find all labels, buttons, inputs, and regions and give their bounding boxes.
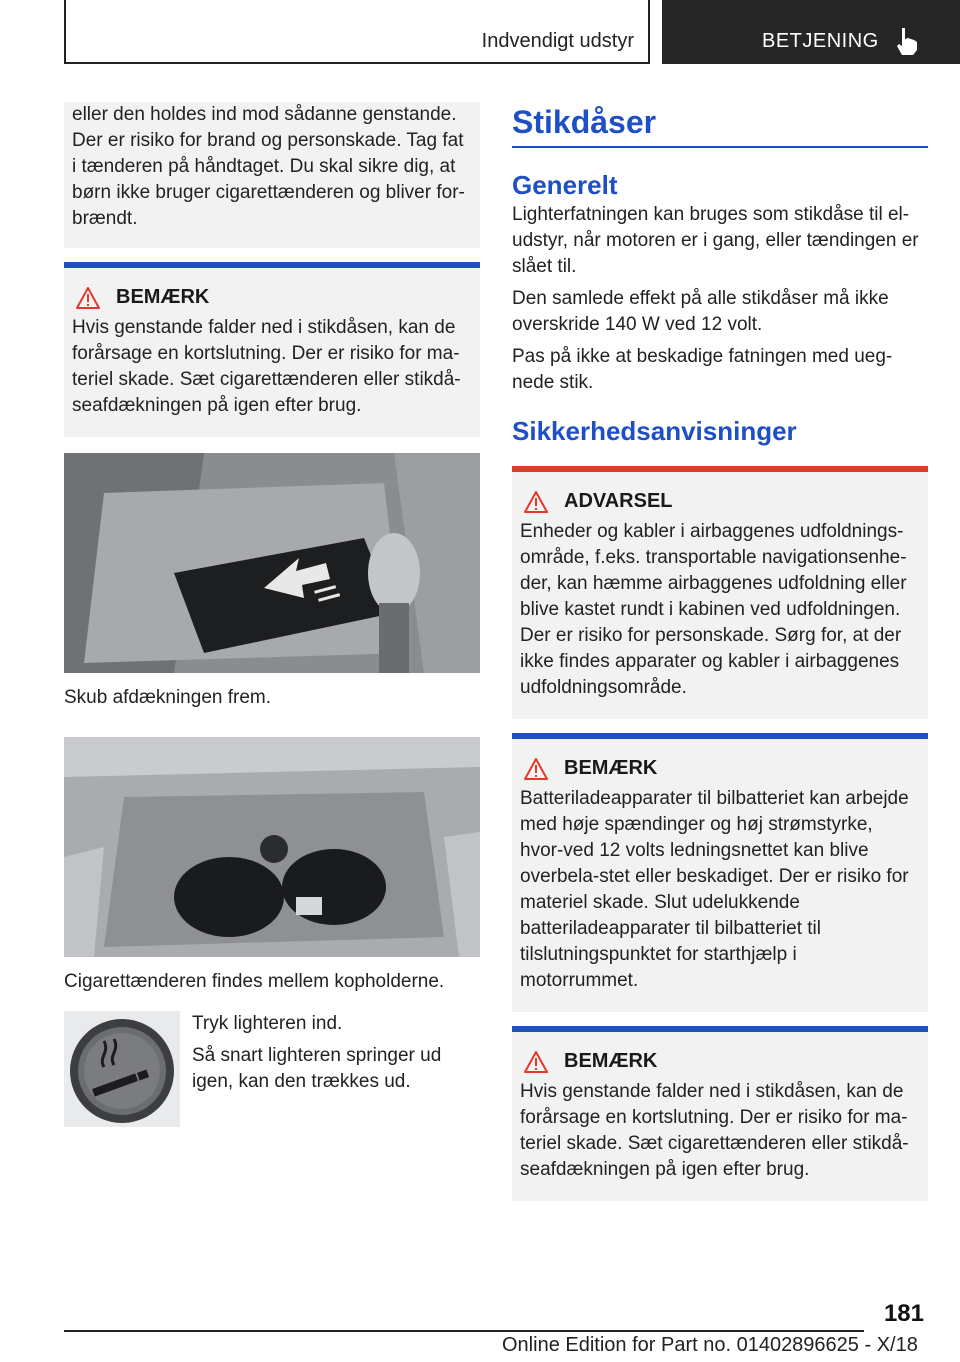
header-section-frame xyxy=(64,0,650,64)
header-chapter-title: BETJENING xyxy=(762,30,879,52)
photo-cup-holders xyxy=(64,737,480,957)
warning-text: Enheder og kabler i airbaggenes udfoldnings-område, f.eks. transportable navigationsenhe-der, kan hæmme airbaggenes udfoldning eller blive kastet rundt i kabinen ved udfoldningen. Der er risiko for personskade. Sørg for, at der ikke findes apparater og kabler i airbaggenes udfoldningsområde. xyxy=(520,521,907,698)
pointing-hand-icon xyxy=(894,26,920,56)
instruction-step-2: Så snart lighteren springer ud igen, kan den trækkes ud. xyxy=(192,1045,442,1092)
notice-text: Hvis genstande falder ned i stikdåsen, kan de forårsage en kortslutning. Der er risiko for ma-teriel skade. Sæt cigarettænderen eller stikdå-seafdækningen på igen efter brug. xyxy=(72,317,461,416)
page-number: 181 xyxy=(883,1300,924,1327)
console-cover-illustration xyxy=(64,453,480,673)
notice-box-short-circuit-2 xyxy=(512,1026,928,1201)
notice-box-short-circuit xyxy=(64,262,480,437)
header-section-title: Indvendigt udstyr xyxy=(481,30,634,52)
warning-bar xyxy=(512,466,928,472)
warning-continuation-box xyxy=(64,102,480,248)
notice-heading xyxy=(520,1050,920,1073)
photo-cover-slide xyxy=(64,453,480,673)
general-paragraph-2: Den samlede effekt på alle stikdåser må ikke overskride 140 W ved 12 volt. xyxy=(512,288,889,335)
heading-general: Generelt xyxy=(512,170,618,200)
general-paragraph-3: Pas på ikke at beskadige fatningen med ueg-nede stik. xyxy=(512,346,893,393)
notice-text: Batteriladeapparater til bilbatteriet kan arbejde med høje spændinger og høj strømstyrke, hvor-ved 12 volts ledningsnettet kan blive overbela-stet eller beskadiget. Der er risiko for materiel skade. Slut udelukkende batteriladeapparater til bilbatteriet til tilslutningspunktet for starthjælp i motorrummet. xyxy=(520,788,909,991)
lighter-instruction-text xyxy=(192,1011,480,1127)
warning-box-airbag xyxy=(512,466,928,719)
notice-title: BEMÆRK xyxy=(116,286,210,308)
notice-heading xyxy=(72,286,472,309)
caption-cover-slide: Skub afdækningen frem. xyxy=(64,687,272,708)
header-chapter-tab xyxy=(662,0,960,64)
notice-bar xyxy=(512,1026,928,1032)
caption-cup-holders: Cigarettænderen findes mellem kopholderne. xyxy=(64,971,445,992)
cigarette-lighter-icon xyxy=(64,1011,180,1127)
lighter-instruction-row xyxy=(64,1011,480,1127)
left-column xyxy=(64,102,480,1127)
section-title: Stikdåser xyxy=(512,102,928,148)
lighter-button-image xyxy=(64,1011,180,1127)
warning-triangle-icon xyxy=(76,287,100,309)
notice-bar xyxy=(512,733,928,739)
warning-triangle-icon xyxy=(524,758,548,780)
notice-title: BEMÆRK xyxy=(564,757,658,779)
right-column xyxy=(512,102,928,1201)
warning-heading xyxy=(520,490,920,513)
warning-triangle-icon xyxy=(524,491,548,513)
warning-continuation-text: eller den holdes ind mod sådanne genstande. Der er risiko for brand og personskade. Tag fat i tænderen på håndtaget. Du skal sikre dig, at børn ikke bruger cigarettænderen og bliver for-brændt. xyxy=(72,104,465,229)
instruction-step-1: Tryk lighteren ind. xyxy=(192,1013,343,1034)
heading-safety: Sikkerhedsanvisninger xyxy=(512,416,797,446)
notice-bar xyxy=(64,262,480,268)
warning-title: ADVARSEL xyxy=(564,490,673,512)
notice-title: BEMÆRK xyxy=(564,1050,658,1072)
footer-divider xyxy=(64,1330,864,1332)
notice-text: Hvis genstande falder ned i stikdåsen, kan de forårsage en kortslutning. Der er risiko for ma-teriel skade. Sæt cigarettænderen eller stikdå-seafdækningen på igen efter brug. xyxy=(520,1081,909,1180)
footer-edition: Online Edition for Part no. 01402896625 - X/18 xyxy=(502,1334,918,1356)
general-paragraph-1: Lighterfatningen kan bruges som stikdåse til el-udstyr, når motoren er i gang, eller tændingen er slået til. xyxy=(512,204,919,277)
cup-holder-illustration xyxy=(64,737,480,957)
notice-box-battery-charger xyxy=(512,733,928,1012)
warning-triangle-icon xyxy=(524,1051,548,1073)
notice-heading xyxy=(520,757,920,780)
